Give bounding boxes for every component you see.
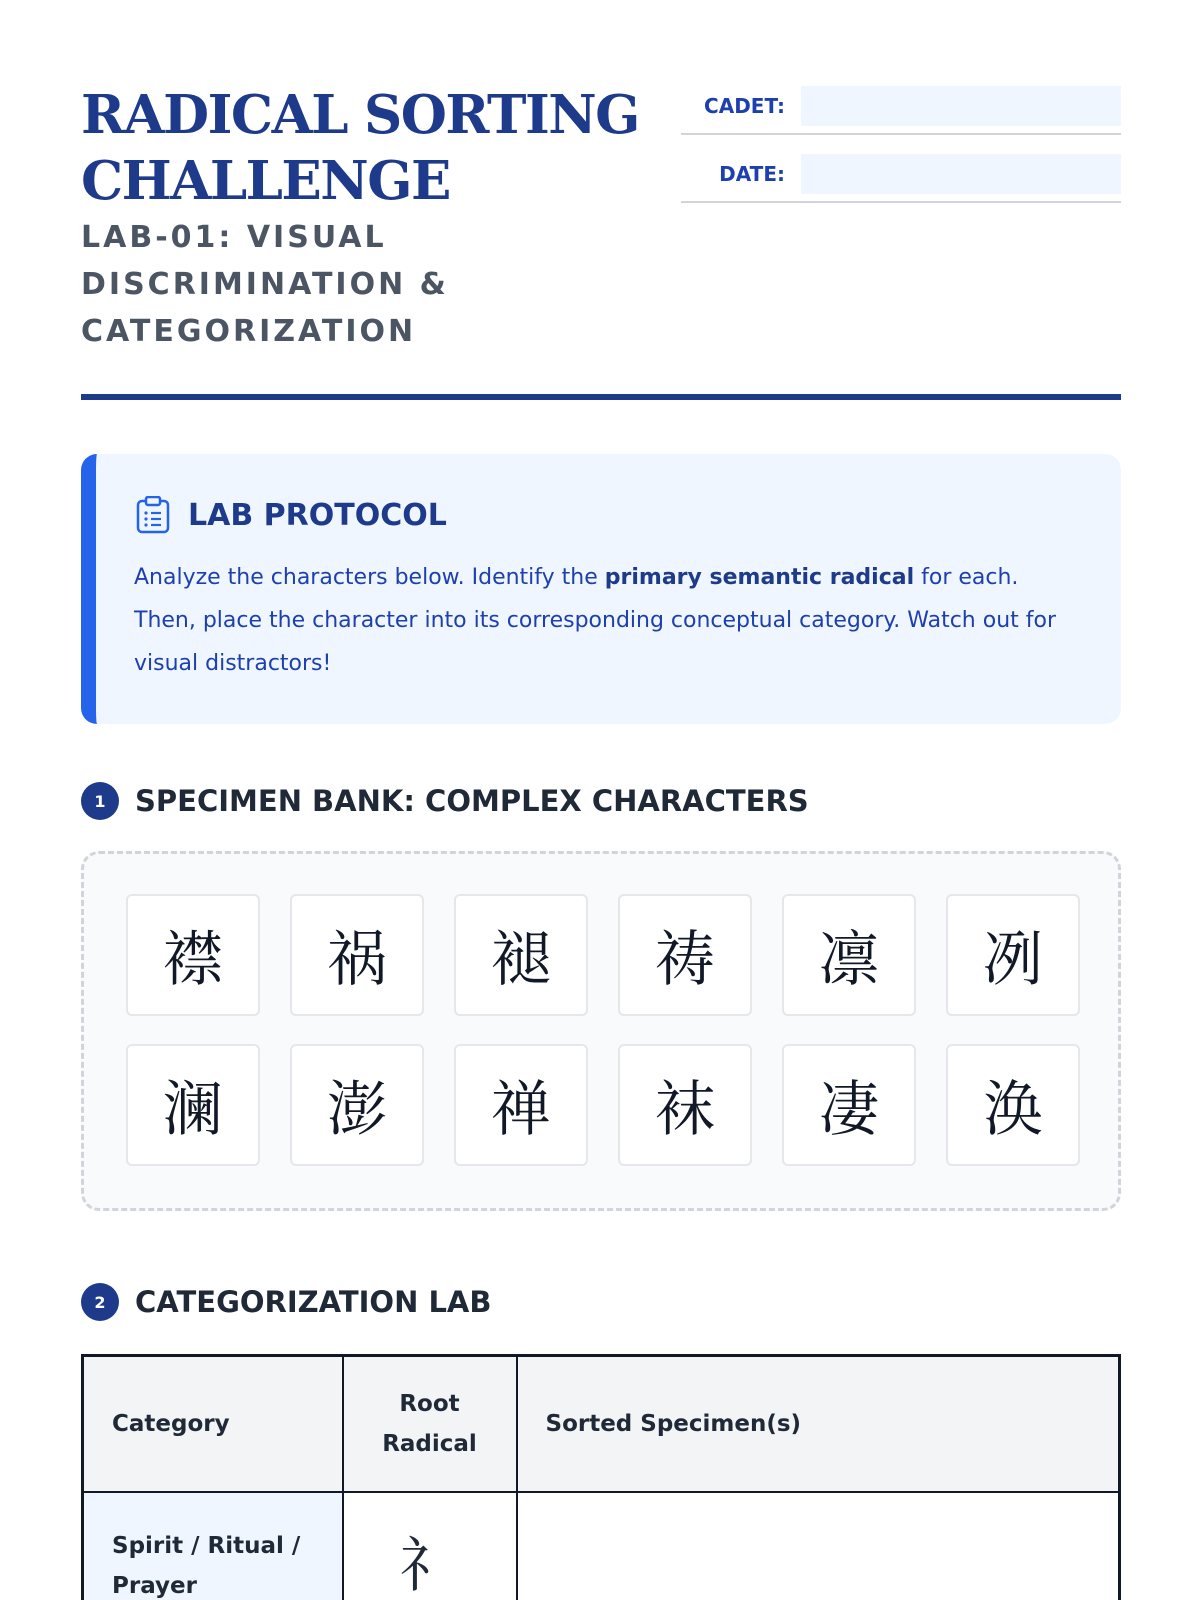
- cadet-label: CADET:: [704, 94, 785, 118]
- page-title: RADICAL SORTING CHALLENGE: [81, 84, 639, 212]
- specimen-card[interactable]: 凛: [782, 894, 916, 1016]
- section-categorization-lab: [81, 1283, 491, 1321]
- student-fields: [681, 86, 1121, 222]
- header-divider: [81, 394, 1121, 400]
- section-title: CATEGORIZATION LAB: [135, 1285, 492, 1319]
- sorted-specimens-cell[interactable]: [517, 1492, 1120, 1600]
- categorization-table: [81, 1354, 1121, 1600]
- specimen-card[interactable]: 澜: [126, 1044, 260, 1166]
- specimen-card[interactable]: 袜: [618, 1044, 752, 1166]
- lab-protocol-panel: [81, 454, 1121, 724]
- specimen-card[interactable]: 禅: [454, 1044, 588, 1166]
- section-title: SPECIMEN BANK: COMPLEX CHARACTERS: [135, 784, 809, 818]
- clipboard-icon: [136, 496, 170, 534]
- protocol-text-bold: primary semantic radical: [604, 565, 915, 590]
- cadet-row: [681, 86, 1121, 135]
- table-row: [83, 1492, 1120, 1600]
- specimen-card[interactable]: 祸: [290, 894, 424, 1016]
- specimen-card[interactable]: 祷: [618, 894, 752, 1016]
- section-number-badge: 2: [81, 1283, 119, 1321]
- date-row: [681, 154, 1121, 203]
- header-root-radical: Root Radical: [343, 1356, 517, 1492]
- category-cell: Spirit / Ritual / Prayer: [83, 1492, 343, 1600]
- specimen-card[interactable]: 襟: [126, 894, 260, 1016]
- section-specimen-bank: [81, 782, 809, 820]
- specimen-card[interactable]: 涣: [946, 1044, 1080, 1166]
- specimen-grid: [126, 894, 1076, 1166]
- protocol-text-before: Analyze the characters below. Identify the: [134, 565, 605, 590]
- protocol-text-after: for each. Then, place the character into its corresponding conceptual category. Watch out for visual distractors!: [134, 565, 1057, 676]
- table-header-row: [83, 1356, 1120, 1492]
- protocol-heading: [136, 496, 447, 534]
- date-label: DATE:: [719, 162, 785, 186]
- cadet-input[interactable]: [801, 86, 1121, 126]
- radical-cell: 礻: [343, 1492, 517, 1600]
- specimen-card[interactable]: 凄: [782, 1044, 916, 1166]
- protocol-title: LAB PROTOCOL: [188, 497, 447, 533]
- header-sorted-specimens: Sorted Specimen(s): [517, 1356, 1120, 1492]
- protocol-instructions: [134, 556, 1064, 685]
- specimen-card[interactable]: 冽: [946, 894, 1080, 1016]
- specimen-bank: [81, 851, 1121, 1211]
- page-header: [81, 82, 1121, 402]
- specimen-card[interactable]: 褪: [454, 894, 588, 1016]
- date-input[interactable]: [801, 154, 1121, 194]
- header-category: Category: [83, 1356, 343, 1492]
- section-number-badge: 1: [81, 782, 119, 820]
- specimen-card[interactable]: 澎: [290, 1044, 424, 1166]
- page-subtitle: LAB-01: VISUAL DISCRIMINATION & CATEGORIZATION: [81, 220, 449, 349]
